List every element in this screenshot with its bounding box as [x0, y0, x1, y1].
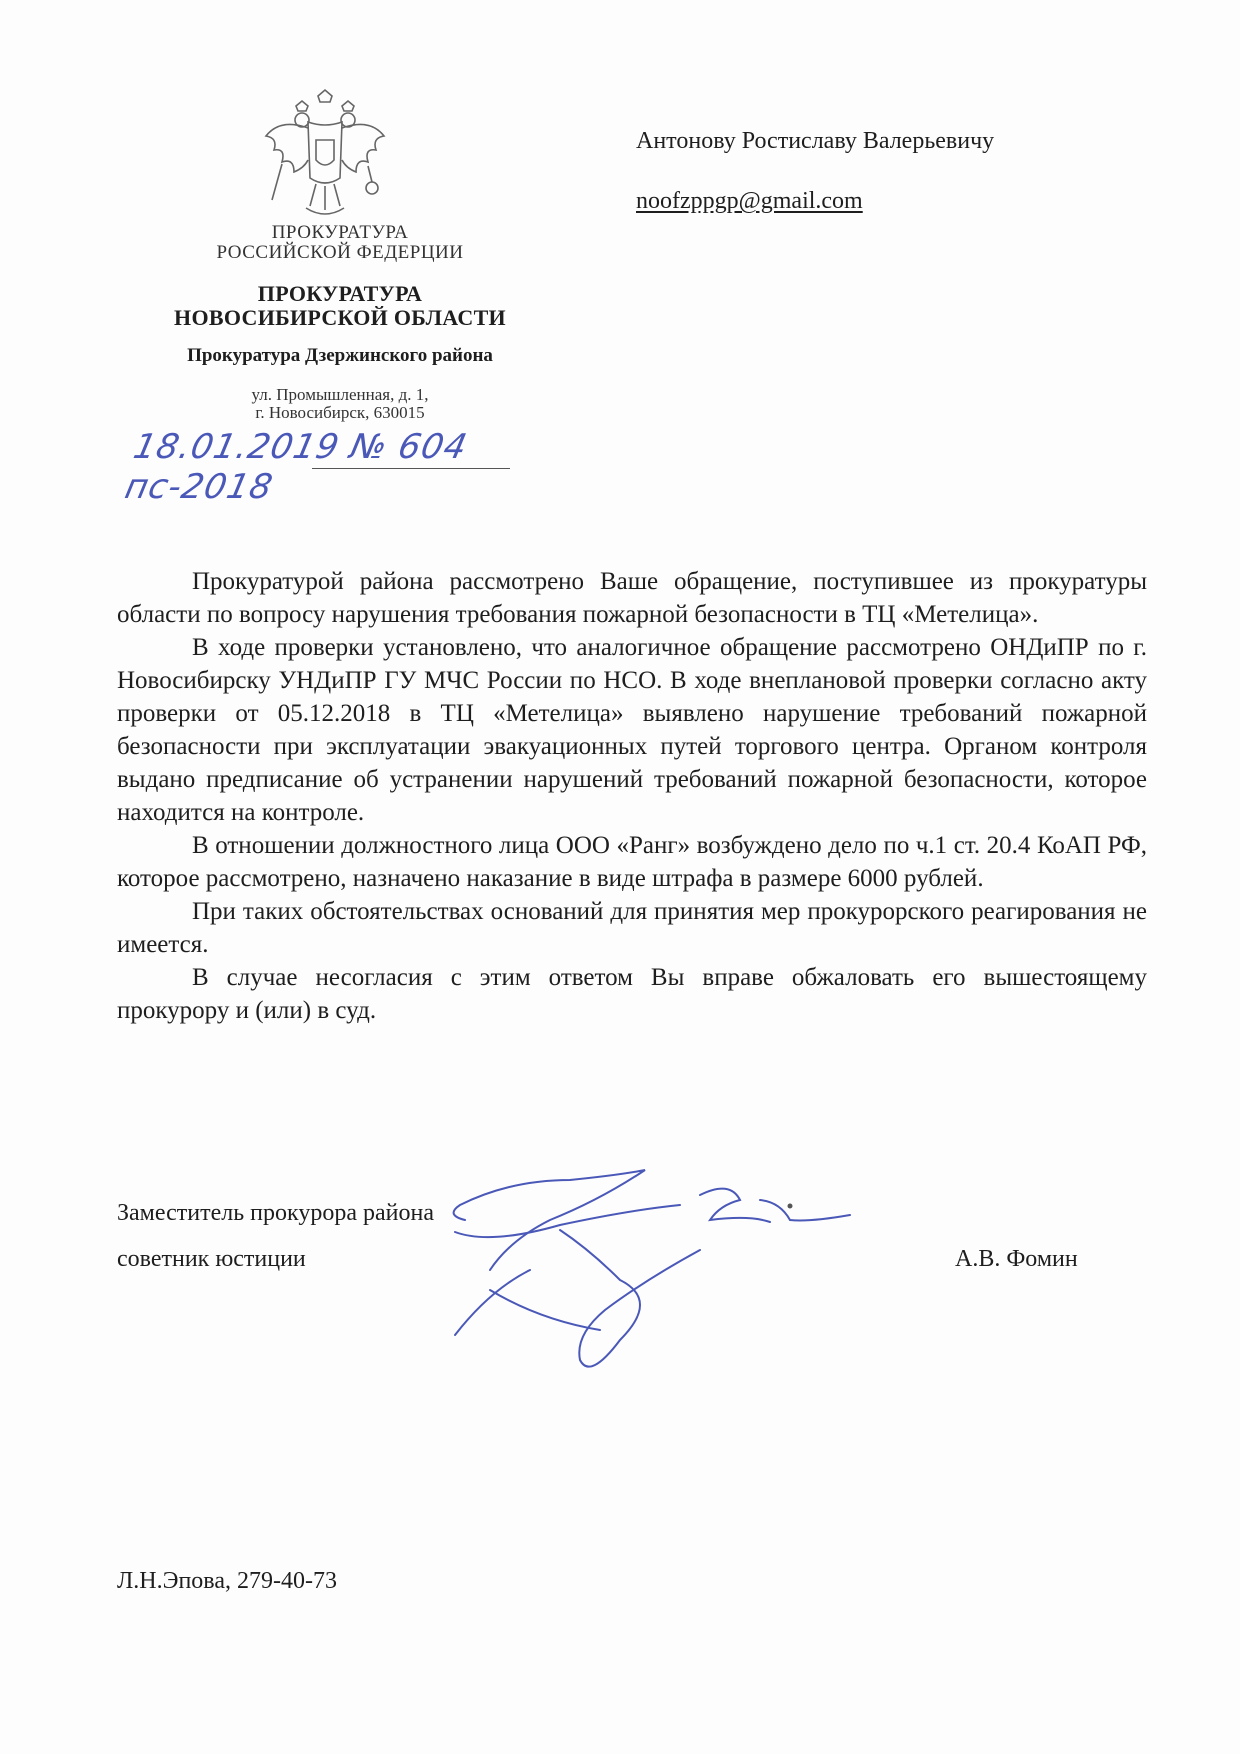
signer-title: Заместитель прокурора района	[117, 1200, 434, 1226]
address-line2: г. Новосибирск, 630015	[255, 403, 425, 422]
body-paragraph: В случае несогласия с этим ответом Вы вправе обжаловать его вышестоящему прокурору и (или) в суд.	[117, 964, 1147, 1024]
address-line1: ул. Промышленная, д. 1,	[251, 385, 429, 404]
handwritten-signature	[430, 1160, 920, 1400]
body-paragraph: При таких обстоятельствах оснований для принятия мер прокурорского реагирования не имеется.	[117, 898, 1147, 958]
letterhead-line1: ПРОКУРАТУРА	[271, 222, 409, 243]
letterhead-org2: НОВОСИБИРСКОЙ ОБЛАСТИ	[174, 305, 506, 330]
reference-underline	[312, 468, 510, 469]
handwritten-reference: 18.01.2019 № 604 пс-2018	[121, 427, 472, 507]
letterhead-regional	[140, 282, 540, 330]
letterhead-line2: РОССИЙСКОЙ ФЕДЕРЦИИ	[216, 242, 464, 263]
letterhead-federal	[140, 223, 540, 263]
executor-contact: Л.Н.Эпова, 279-40-73	[117, 1568, 337, 1594]
letterhead-org1: ПРОКУРАТУРА	[257, 281, 423, 306]
recipient-email: noofzppgp@gmail.com	[636, 188, 863, 214]
body-paragraph: В ходе проверки установлено, что аналогичное обращение рассмотрено ОНДиПР по г. Новосибирску УНДиПР ГУ МЧС России по НСО. В ходе внеплановой проверки согласно акту проверки от 05.12.2018 в ТЦ «Метелица» выявлено нарушение требований пожарной безопасности при эксплуатации эвакуационных путей торгового центра. Органом контроля выдано предписание об устранении нарушений требований пожарной безопасности, которое находится на контроле.	[117, 634, 1147, 826]
coat-of-arms-icon	[260, 88, 390, 223]
body-paragraph: Прокуратурой района рассмотрено Ваше обращение, поступившее из прокуратуры области по вопросу нарушения требования пожарной безопасности в ТЦ «Метелица».	[117, 568, 1147, 628]
signer-name: А.В. Фомин	[955, 1246, 1078, 1272]
letterhead-district: Прокуратура Дзержинского района	[187, 345, 493, 366]
letterhead-address	[140, 386, 540, 422]
recipient-name: Антонову Ростиславу Валерьевичу	[636, 128, 995, 154]
body-paragraph: В отношении должностного лица ООО «Ранг» возбуждено дело по ч.1 ст. 20.4 КоАП РФ, которое рассмотрено, назначено наказание в виде штрафа в размере 6000 рублей.	[117, 832, 1147, 892]
signer-rank: советник юстиции	[117, 1246, 306, 1272]
letter-body	[117, 565, 1147, 1027]
